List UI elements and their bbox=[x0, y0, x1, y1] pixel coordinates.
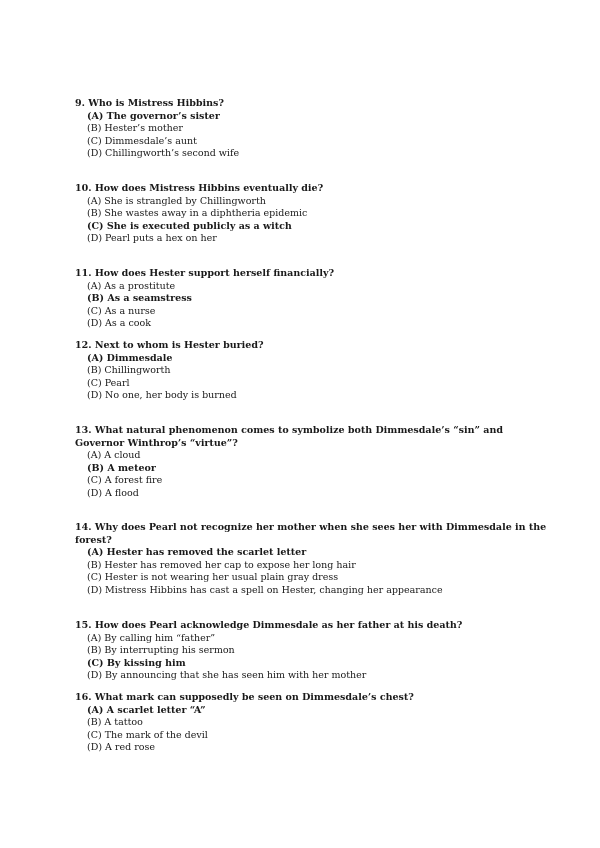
answer-option: (D) By announcing that she has seen him with her mother bbox=[87, 670, 367, 681]
question-text: 13. What natural phenomenon comes to symbolize both Dimmesdale’s “sin” and Governor Winthrop’s “virtue”? bbox=[75, 425, 504, 449]
answer-option: (B) As a seamstress bbox=[87, 293, 192, 304]
answer-option: (B) Hester has removed her cap to expose her long hair bbox=[87, 559, 356, 571]
answer-option: (A) A scarlet letter “A” bbox=[87, 704, 206, 716]
answer-option: (D) A flood bbox=[87, 487, 139, 499]
question-14 bbox=[75, 522, 550, 597]
answer-option: (C) Pearl bbox=[87, 377, 130, 389]
question-10 bbox=[75, 183, 550, 246]
answer-option: (A) By calling him “father” bbox=[87, 632, 216, 644]
question-15 bbox=[75, 620, 550, 683]
question-13 bbox=[75, 425, 550, 500]
answer-option: (B) A tattoo bbox=[87, 717, 143, 728]
answer-option: (A) The governor’s sister bbox=[87, 110, 220, 122]
question-16 bbox=[75, 692, 550, 755]
answer-option: (C) The mark of the devil bbox=[87, 729, 208, 741]
answer-option: (D) Mistress Hibbins has cast a spell on Hester, changing her appearance bbox=[87, 584, 443, 596]
answer-option: (D) As a cook bbox=[87, 318, 152, 329]
answer-option: (D) Chillingworth’s second wife bbox=[87, 148, 240, 159]
answer-option: (C) Hester is not wearing her usual plain gray dress bbox=[87, 572, 339, 583]
question-text: 10. How does Mistress Hibbins eventually die? bbox=[75, 183, 324, 194]
answer-option: (A) As a prostitute bbox=[87, 280, 176, 292]
answer-option: (C) A forest fire bbox=[87, 475, 163, 486]
answer-option: (D) A red rose bbox=[87, 742, 155, 753]
answer-option: (A) Hester has removed the scarlet letter bbox=[87, 547, 307, 558]
question-11 bbox=[75, 268, 550, 331]
question-text: 9. Who is Mistress Hibbins? bbox=[75, 98, 224, 109]
answer-option: (A) A cloud bbox=[87, 450, 141, 461]
question-12 bbox=[75, 340, 550, 403]
answer-option: (D) Pearl puts a hex on her bbox=[87, 233, 217, 244]
question-text: 15. How does Pearl acknowledge Dimmesdale as her father at his death? bbox=[75, 620, 463, 631]
answer-option: (B) By interrupting his sermon bbox=[87, 645, 235, 656]
question-9 bbox=[75, 98, 550, 161]
answer-option: (C) She is executed publicly as a witch bbox=[87, 220, 292, 232]
answer-option: (B) Hester’s mother bbox=[87, 123, 183, 134]
answer-option: (B) She wastes away in a diphtheria epidemic bbox=[87, 208, 308, 219]
question-text: 12. Next to whom is Hester buried? bbox=[75, 340, 264, 351]
answer-option: (C) Dimmesdale’s aunt bbox=[87, 135, 197, 147]
answer-option: (D) No one, her body is burned bbox=[87, 390, 237, 401]
answer-option: (C) As a nurse bbox=[87, 305, 156, 317]
answer-option: (C) By kissing him bbox=[87, 657, 186, 669]
question-text: 11. How does Hester support herself financially? bbox=[75, 268, 335, 279]
answer-option: (A) She is strangled by Chillingworth bbox=[87, 195, 266, 207]
answer-option: (A) Dimmesdale bbox=[87, 352, 173, 364]
answer-option: (B) A meteor bbox=[87, 462, 156, 474]
question-text: 16. What mark can supposedly be seen on Dimmesdale’s chest? bbox=[75, 692, 414, 703]
answer-option: (B) Chillingworth bbox=[87, 365, 171, 376]
question-text: 14. Why does Pearl not recognize her mother when she sees her with Dimmesdale in the forest? bbox=[75, 522, 547, 546]
